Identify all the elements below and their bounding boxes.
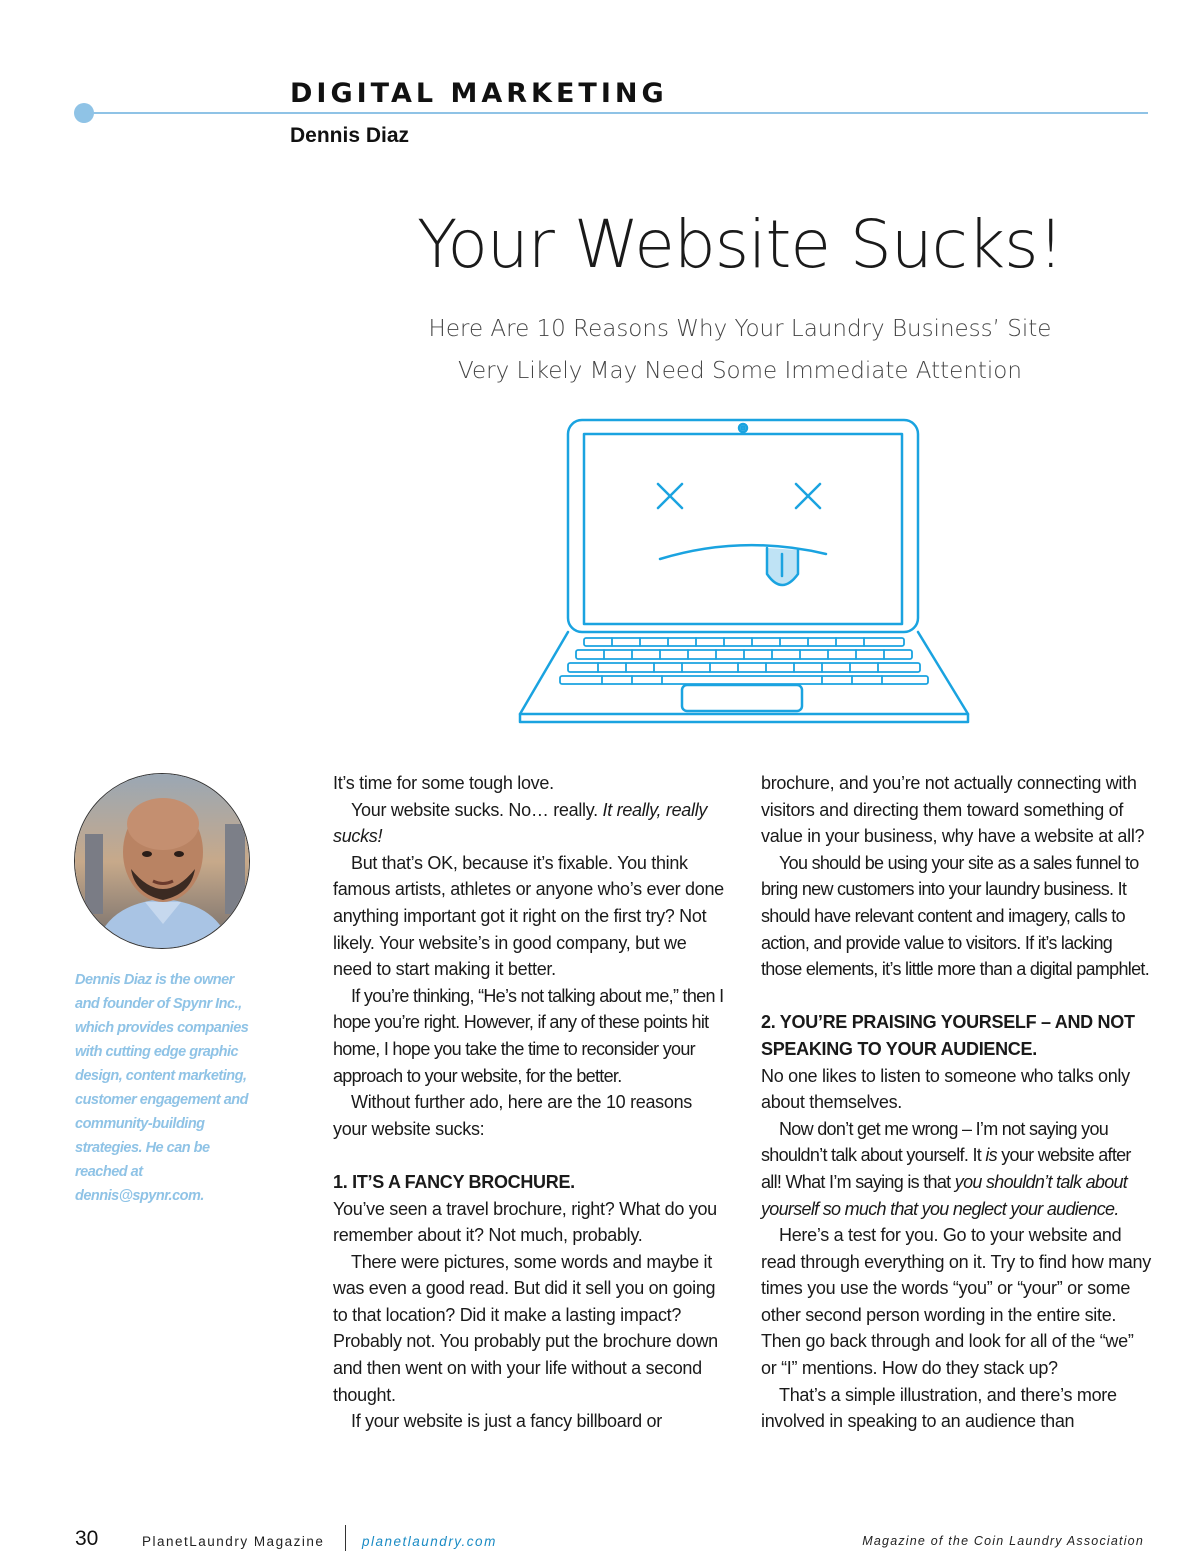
article-subtitle <box>380 308 1100 392</box>
article-column-1 <box>333 770 725 1435</box>
emphasis-text: you shouldn’t talk about yourself so much that you neglect your audience. <box>761 1171 1128 1219</box>
magazine-name: PlanetLaundry Magazine <box>142 1534 325 1549</box>
paragraph: No one likes to listen to someone who talks only about themselves. <box>761 1065 1130 1113</box>
paragraph: You should be using your site as a sales funnel to bring new customers into your laundry business. It should have relevant content and imagery, calls to action, and provide value to visitors. If it’s lacking those elements, it’s little more than a digital pamphlet. <box>761 852 1149 980</box>
author-photo <box>74 773 250 949</box>
subtitle-line-1: Here Are 10 Reasons Why Your Laundry Business’ Site <box>428 316 1052 342</box>
paragraph: brochure, and you’re not actually connecting with visitors and directing them toward something of value in your business, why have a website at all? <box>761 773 1145 847</box>
paragraph: There were pictures, some words and maybe it was even a good read. But did it sell you on going to that location? Did it make a lasting impact? Probably not. You probably put the brochure down and then went on with your life without a second thought. <box>333 1251 718 1405</box>
section-heading-1: 1. IT’S A FANCY BROCHURE. <box>333 1171 575 1192</box>
association-tagline: Magazine of the Coin Laundry Association <box>862 1534 1144 1548</box>
page-number: 30 <box>75 1527 99 1550</box>
section-label: DIGITAL MARKETING <box>290 78 668 109</box>
paragraph: Here’s a test for you. Go to your website and read through everything on it. Try to find how many times you use the words “you” or “your” or some other second person wording in the entire site. Then go back through and look for all of the “we” or “I” mentions. How do they stack up? <box>761 1225 1151 1379</box>
paragraph: You’ve seen a travel brochure, right? What do you remember about it? Not much, probably. <box>333 1198 717 1246</box>
subtitle-line-2: Very Likely May Need Some Immediate Attention <box>458 358 1022 384</box>
paragraph: That’s a simple illustration, and there’s more involved in speaking to an audience than <box>761 1384 1117 1432</box>
paragraph: If your website is just a fancy billboard or <box>351 1411 662 1432</box>
footer-divider <box>345 1525 346 1551</box>
paragraph-text: Your website sucks. No… really. <box>351 799 603 820</box>
article-title: Your Website Sucks! <box>416 206 1064 283</box>
section-heading-2: 2. YOU’RE PRAISING YOURSELF – AND NOT SPEAKING TO YOUR AUDIENCE. <box>761 1012 1135 1059</box>
sad-laptop-illustration <box>512 414 972 734</box>
paragraph-text: your website after all! What I’m saying is that <box>761 1145 1131 1192</box>
paragraph: It’s time for some tough love. <box>333 773 554 793</box>
author-bio: Dennis Diaz is the owner and founder of Spynr Inc., which provides companies with cutting edge graphic design, content marketing, customer engagement and community-building strategies. He can be reached at dennis@spynr.com. <box>75 972 249 1204</box>
paragraph: If you’re thinking, “He’s not talking about me,” then I hope you’re right. However, if any of these points hit home, I hope you take the time to reconsider your approach to your website, for the better. <box>333 985 724 1086</box>
website-link[interactable]: planetlaundry.com <box>362 1534 497 1549</box>
paragraph-text: Now don’t get me wrong – I’m not saying you shouldn’t talk about yourself. It <box>761 1118 1109 1166</box>
paragraph: Without further ado, here are the 10 reasons your website sucks: <box>333 1092 693 1139</box>
emphasis-text: is <box>985 1145 997 1166</box>
emphasis-text: It really, really sucks! <box>333 799 708 847</box>
portrait-image <box>75 774 250 949</box>
article-column-2 <box>761 770 1153 1435</box>
paragraph <box>761 1116 1153 1222</box>
page-footer <box>0 1529 1200 1559</box>
header-rule <box>84 112 1148 114</box>
paragraph <box>333 797 725 850</box>
paragraph: But that’s OK, because it’s fixable. You think famous artists, athletes or anyone who’s ever done anything important got it right on the first try? Not likely. Your website’s in good company, but we need to start making it better. <box>333 852 724 980</box>
author-byline: Dennis Diaz <box>290 124 410 147</box>
